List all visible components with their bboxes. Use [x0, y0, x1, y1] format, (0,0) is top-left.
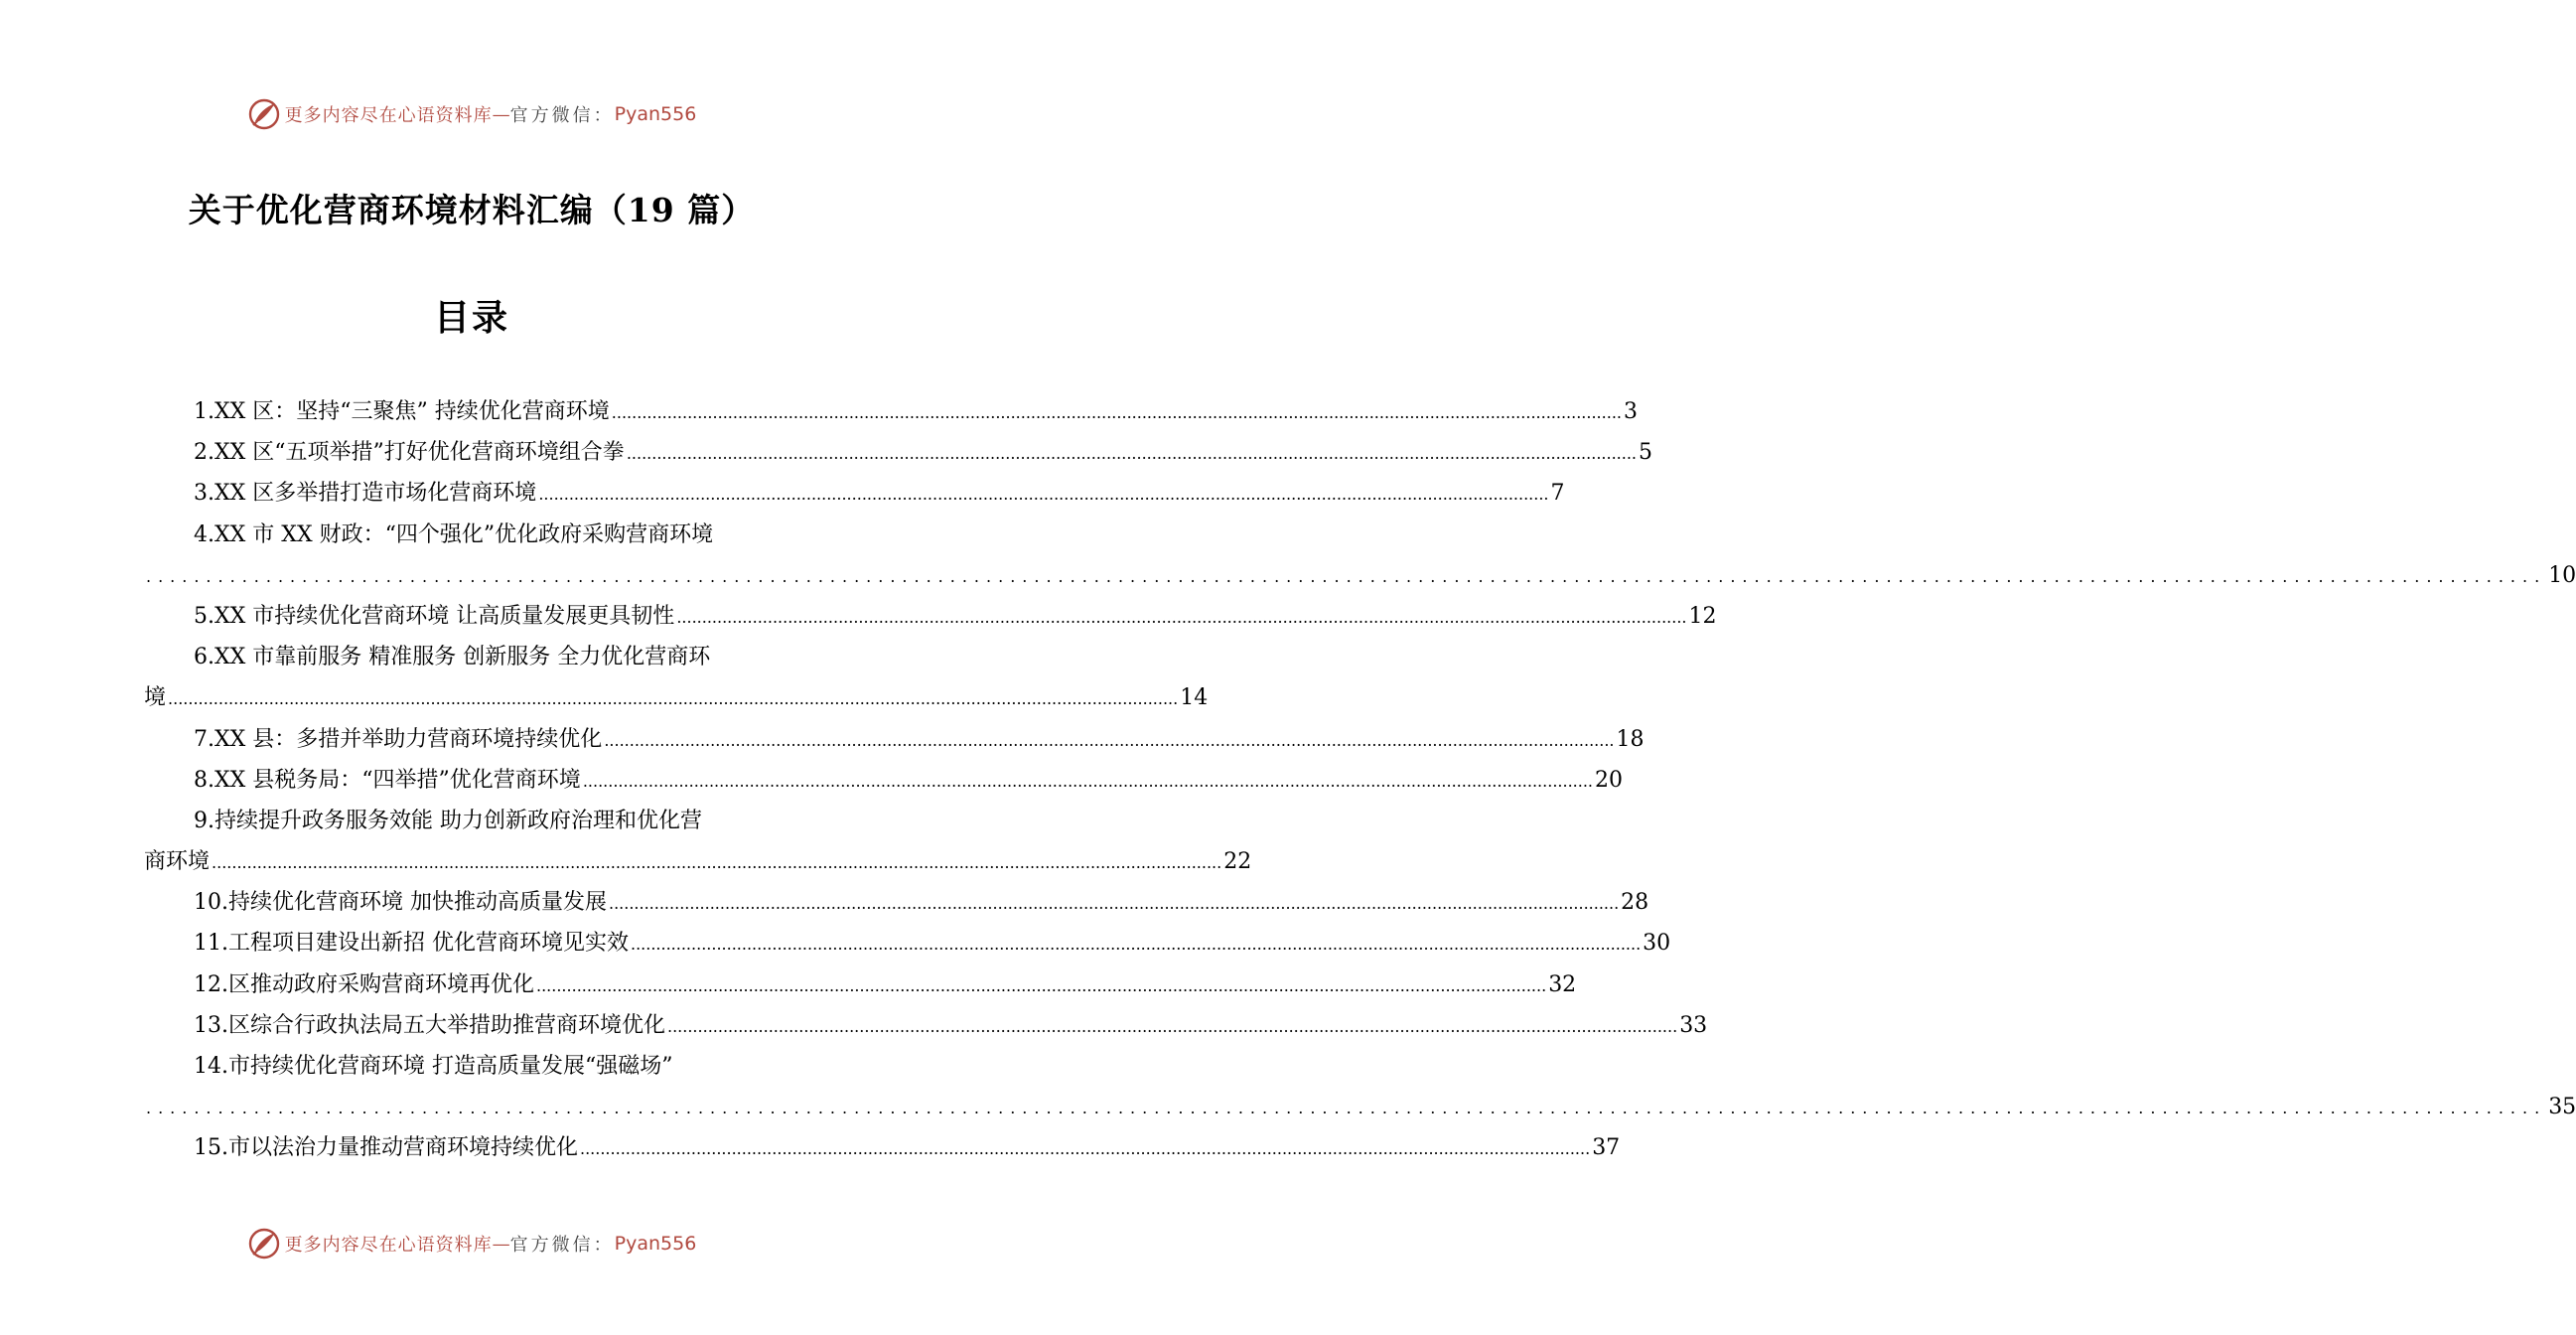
- toc-leader-dots: ........................................................................................................................................................................................................: [608, 894, 1620, 914]
- feather-pen-logo-icon: [247, 97, 281, 131]
- toc-entry-title: 10.持续优化营商环境 加快推动高质量发展: [194, 890, 607, 916]
- watermark-wechat-label: 官方微信：: [509, 1235, 615, 1256]
- toc-page-number: 5: [1639, 440, 1652, 466]
- toc-entry-title-continued: 商环境: [144, 849, 211, 875]
- toc-leader-dots: ........................................................................................................................................................................................................: [630, 935, 1642, 955]
- toc-page-number: 37: [1592, 1135, 1621, 1161]
- toc-entry[interactable]: [144, 473, 1565, 514]
- toc-entry[interactable]: [144, 391, 1638, 432]
- toc-entry-title: 15.市以法治力量推动营商环境持续优化: [194, 1135, 578, 1161]
- toc-entry[interactable]: [144, 637, 1209, 718]
- toc-leader-dots: ........................................................................................................................................................................................................: [168, 689, 1179, 709]
- toc-entry[interactable]: [144, 1127, 1621, 1168]
- toc-entry-title: 2.XX 区“五项举措”打好优化营商环境组合拳: [194, 440, 625, 466]
- toc-entry[interactable]: [144, 596, 1717, 637]
- watermark-header: [0, 94, 943, 134]
- watermark-library-name: 更多内容尽在心语资料库: [284, 1235, 493, 1256]
- toc-leader-dots: ........................................................................................................................................................................................................: [538, 485, 1549, 505]
- toc-page-number: 30: [1643, 931, 1671, 957]
- watermark-dash: —: [492, 103, 510, 125]
- toc-leader-dots: ........................................................................................................................................................................................................: [604, 730, 1615, 750]
- toc-entry-title: 7.XX 县：多措并举助力营商环境持续优化: [194, 726, 603, 752]
- toc-entry-title: 11.工程项目建设出新招 优化营商环境见实效: [194, 931, 629, 957]
- toc-leader-dots: ........................................................................................................................................................................................................: [536, 975, 1547, 995]
- toc-leader-dots: ........................................................................................................................................................................................................: [212, 853, 1222, 873]
- toc-page-number: 18: [1616, 726, 1645, 752]
- toc-page-number: 33: [1679, 1012, 1708, 1038]
- toc-heading: 目录: [433, 297, 509, 339]
- toc-page-number: 10: [2548, 562, 2576, 588]
- watermark-wechat-id: Pyan556: [614, 103, 697, 125]
- toc-entry[interactable]: [144, 432, 1652, 473]
- toc-page-number: 35: [2548, 1095, 2576, 1120]
- watermark-dash: —: [492, 1233, 510, 1255]
- toc-entry-title-continued: 境: [144, 685, 167, 711]
- toc-entry-title: 1.XX 区：坚持“三聚焦” 持续优化营商环境: [194, 399, 610, 424]
- toc-page-number: 3: [1623, 399, 1638, 424]
- toc-entry-title: 5.XX 市持续优化营商环境 让高质量发展更具韧性: [194, 603, 675, 629]
- table-of-contents: [144, 391, 2576, 1169]
- toc-entry-title: 3.XX 区多举措打造市场化营商环境: [194, 481, 537, 507]
- toc-entry[interactable]: [144, 515, 2576, 596]
- toc-leader-dots: ........................................................................................................................................................................................................: [667, 1016, 1678, 1036]
- toc-entry[interactable]: [144, 760, 1623, 801]
- toc-entry-title: 4.XX 市 XX 财政：“四个强化”优化政府采购营商环境: [194, 521, 714, 547]
- watermark-wechat-label: 官方微信：: [509, 105, 615, 126]
- document-title: 关于优化营商环境材料汇编（19 篇）: [188, 191, 756, 229]
- toc-entry[interactable]: [144, 964, 1577, 1005]
- toc-leader-dots: ........................................................................................................................................................................................................: [611, 403, 1622, 422]
- toc-page-number: 22: [1223, 849, 1252, 875]
- toc-page-number: 20: [1595, 767, 1623, 793]
- toc-leader-dots: ........................................................................................................................................................................................................: [580, 1139, 1591, 1159]
- toc-entry-title: 14.市持续优化营商环境 打造高质量发展“强磁场”: [194, 1054, 673, 1079]
- toc-page-number: 14: [1180, 685, 1209, 711]
- toc-leader-dots: ........................................................................................................................................................................................................: [582, 771, 1593, 791]
- toc-leader-dots: ........................................................................................................................................................................................................: [146, 1099, 2547, 1118]
- toc-entry-title: 9.持续提升政务服务效能 助力创新政府治理和优化营: [194, 808, 702, 833]
- toc-entry[interactable]: [144, 923, 1671, 964]
- toc-entry-title: 12.区推动政府采购营商环境再优化: [194, 971, 534, 997]
- toc-entry[interactable]: [144, 882, 1649, 923]
- watermark-wechat-id: Pyan556: [614, 1233, 697, 1255]
- feather-pen-logo-icon: [247, 1227, 281, 1261]
- toc-entry[interactable]: [144, 801, 1252, 882]
- toc-entry-title: 6.XX 市靠前服务 精准服务 创新服务 全力优化营商环: [194, 645, 711, 670]
- watermark-library-name: 更多内容尽在心语资料库: [284, 105, 493, 126]
- toc-page-number: 28: [1621, 890, 1649, 916]
- toc-entry[interactable]: [144, 1005, 1708, 1046]
- watermark-footer: [0, 1224, 943, 1263]
- toc-entry-title: 13.区综合行政执法局五大举措助推营商环境优化: [194, 1012, 665, 1038]
- toc-page-number: 32: [1548, 971, 1577, 997]
- toc-page-number: 7: [1550, 481, 1565, 507]
- toc-leader-dots: ........................................................................................................................................................................................................: [146, 566, 2547, 586]
- toc-leader-dots: ........................................................................................................................................................................................................: [676, 607, 1687, 627]
- toc-leader-dots: ........................................................................................................................................................................................................: [626, 444, 1637, 464]
- toc-entry[interactable]: [144, 719, 1645, 760]
- toc-entry[interactable]: [144, 1046, 2576, 1127]
- toc-entry-title: 8.XX 县税务局：“四举措”优化营商环境: [194, 767, 581, 793]
- toc-page-number: 12: [1688, 603, 1717, 629]
